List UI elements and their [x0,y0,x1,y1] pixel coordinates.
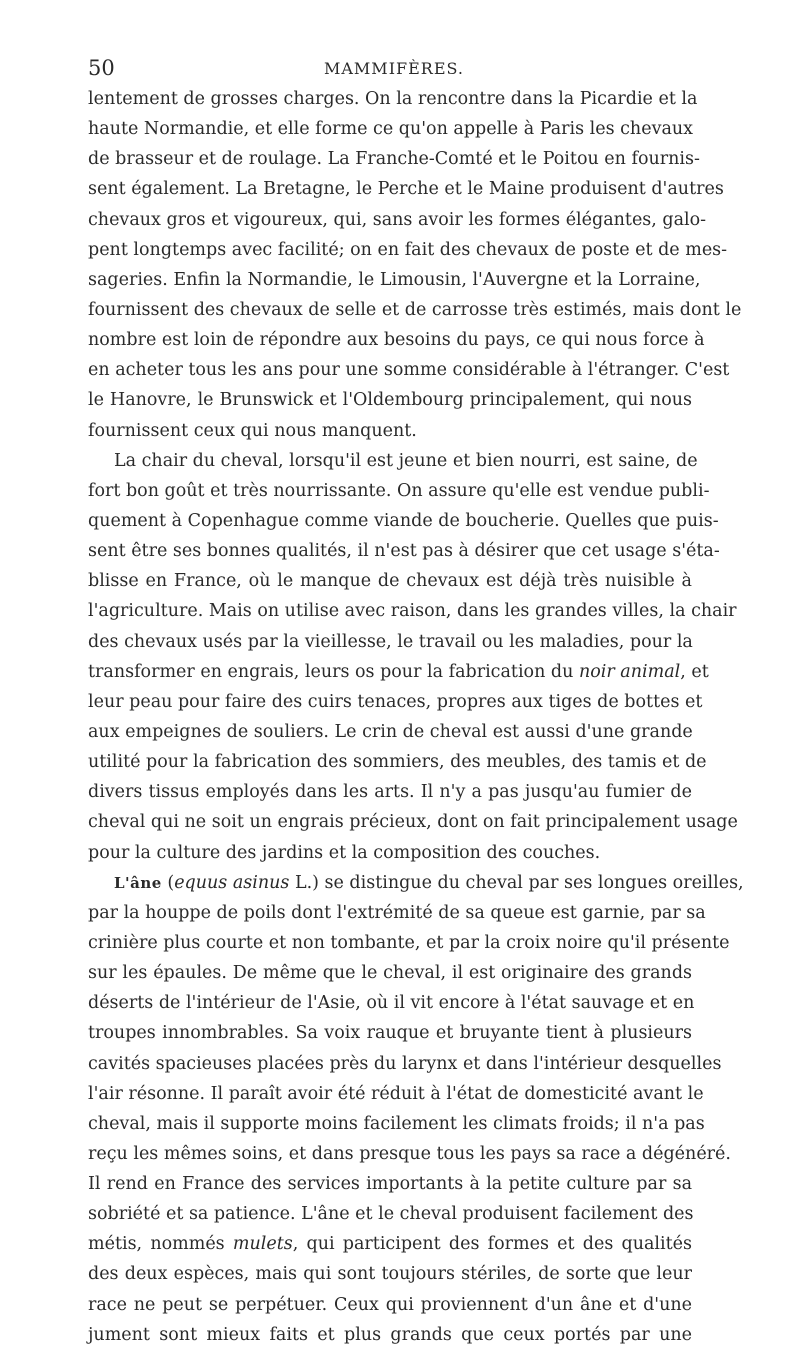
scientific-name: equus asinus [174,872,290,893]
text-line: aux empeignes de souliers. Le crin de cheval est aussi d'une grande [88,721,693,742]
text-line: nombre est loin de répondre aux besoins du pays, ce qui nous force à [88,330,705,351]
text-line: de brasseur et de roulage. La Franche-Comté et le Poitou en fournis- [88,149,700,170]
text-line [88,868,744,898]
text-line: sur les épaules. De même que le cheval, il est originaire des grands [88,963,692,984]
text-line [88,657,709,687]
text-line: race ne peut se perpétuer. Ceux qui proviennent d'un âne et d'une [88,1294,692,1315]
text-line: troupes innombrables. Sa voix rauque et bruyante tient à plusieurs [88,1023,692,1044]
text-line: l'agriculture. Mais on utilise avec raison, dans les grandes villes, la chair [88,601,737,622]
emphasized-term: noir animal [578,661,681,682]
text-line: fournissent des chevaux de selle et de carrosse très estimés, mais dont le [88,299,742,320]
text-line: pour la culture des jardins et la composition des couches. [88,842,601,863]
text-line: le Hanovre, le Brunswick et l'Oldembourg principalement, qui nous [88,390,692,411]
text-line: sageries. Enfin la Normandie, le Limousin, l'Auvergne et la Lorraine, [88,269,701,290]
text-line [88,1229,692,1259]
body-text [88,84,744,1350]
running-head [88,56,700,86]
text-line: sent être ses bonnes qualités, il n'est pas à désirer que cet usage s'éta- [88,541,720,562]
text-line: Il rend en France des services importants à la petite culture par sa [88,1174,692,1195]
text-line: haute Normandie, et elle forme ce qu'on appelle à Paris les chevaux [88,119,694,140]
line-segment: métis, nommés [88,1234,225,1255]
text-line: divers tissus employés dans les arts. Il n'y a pas jusqu'au fumier de [88,782,692,803]
text-line: fort bon goût et très nourrissante. On assure qu'elle est vendue publi- [88,480,710,501]
text-line: sent également. La Bretagne, le Perche et le Maine produisent d'autres [88,179,724,200]
page-number: 50 [88,56,115,80]
text-line: crinière plus courte et non tombante, et par la croix noire qu'il présente [88,932,730,953]
text-line: fournissent ceux qui nous manquent. [88,420,417,441]
text-line: cavités spacieuses placées près du larynx et dans l'intérieur desquelles [88,1053,722,1074]
text-line: chevaux gros et vigoureux, qui, sans avoir les formes élégantes, galo- [88,209,707,230]
text-line: leur peau pour faire des cuirs tenaces, propres aux tiges de bottes et [88,691,703,712]
text-line: blisse en France, où le manque de chevaux est déjà très nuisible à [88,571,692,592]
text-line: des deux espèces, mais qui sont toujours stériles, de sorte que leur [88,1264,692,1285]
text-line: reçu les mêmes soins, et dans presque tous les pays sa race a dégénéré. [88,1143,731,1164]
line-segment: , qui participent des formes et des qualités [292,1234,692,1255]
line-segment: transformer en engrais, leurs os pour la fabrication du [88,661,574,682]
headword: L'âne [114,873,162,892]
text-line: déserts de l'intérieur de l'Asie, où il vit encore à l'état sauvage et en [88,993,695,1014]
text-line: lentement de grosses charges. On la rencontre dans la Picardie et la [88,89,698,109]
line-segment: ( [161,872,175,893]
text-line: des chevaux usés par la vieillesse, le travail ou les maladies, pour la [88,631,693,652]
text-line: utilité pour la fabrication des sommiers, des meubles, des tamis et de [88,752,707,773]
text-line: La chair du cheval, lorsqu'il est jeune et bien nourri, est saine, de [114,450,698,471]
text-line: pent longtemps avec facilité; on en fait des chevaux de poste et de mes- [88,239,728,260]
line-segment: , et [680,661,709,682]
text-line: sobriété et sa patience. L'âne et le cheval produisent facilement des [88,1204,694,1225]
section-title: MAMMIFÈRES. [323,59,464,78]
text-line: jument sont mieux faits et plus grands que ceux portés par une [88,1324,692,1345]
text-line: en acheter tous les ans pour une somme considérable à l'étranger. C'est [88,360,730,381]
text-line: l'air résonne. Il paraît avoir été réduit à l'état de domesticité avant le [88,1083,704,1104]
line-segment: L.) se distingue du cheval par ses longues oreilles, [289,872,744,893]
text-line: cheval, mais il supporte moins facilement les climats froids; il n'a pas [88,1113,705,1134]
emphasized-term: mulets [232,1234,293,1255]
text-line: cheval qui ne soit un engrais précieux, dont on fait principalement usage [88,812,738,833]
text-line: quement à Copenhague comme viande de boucherie. Quelles que puis- [88,510,719,531]
text-line: par la houppe de poils dont l'extrémité de sa queue est garnie, par sa [88,902,706,923]
